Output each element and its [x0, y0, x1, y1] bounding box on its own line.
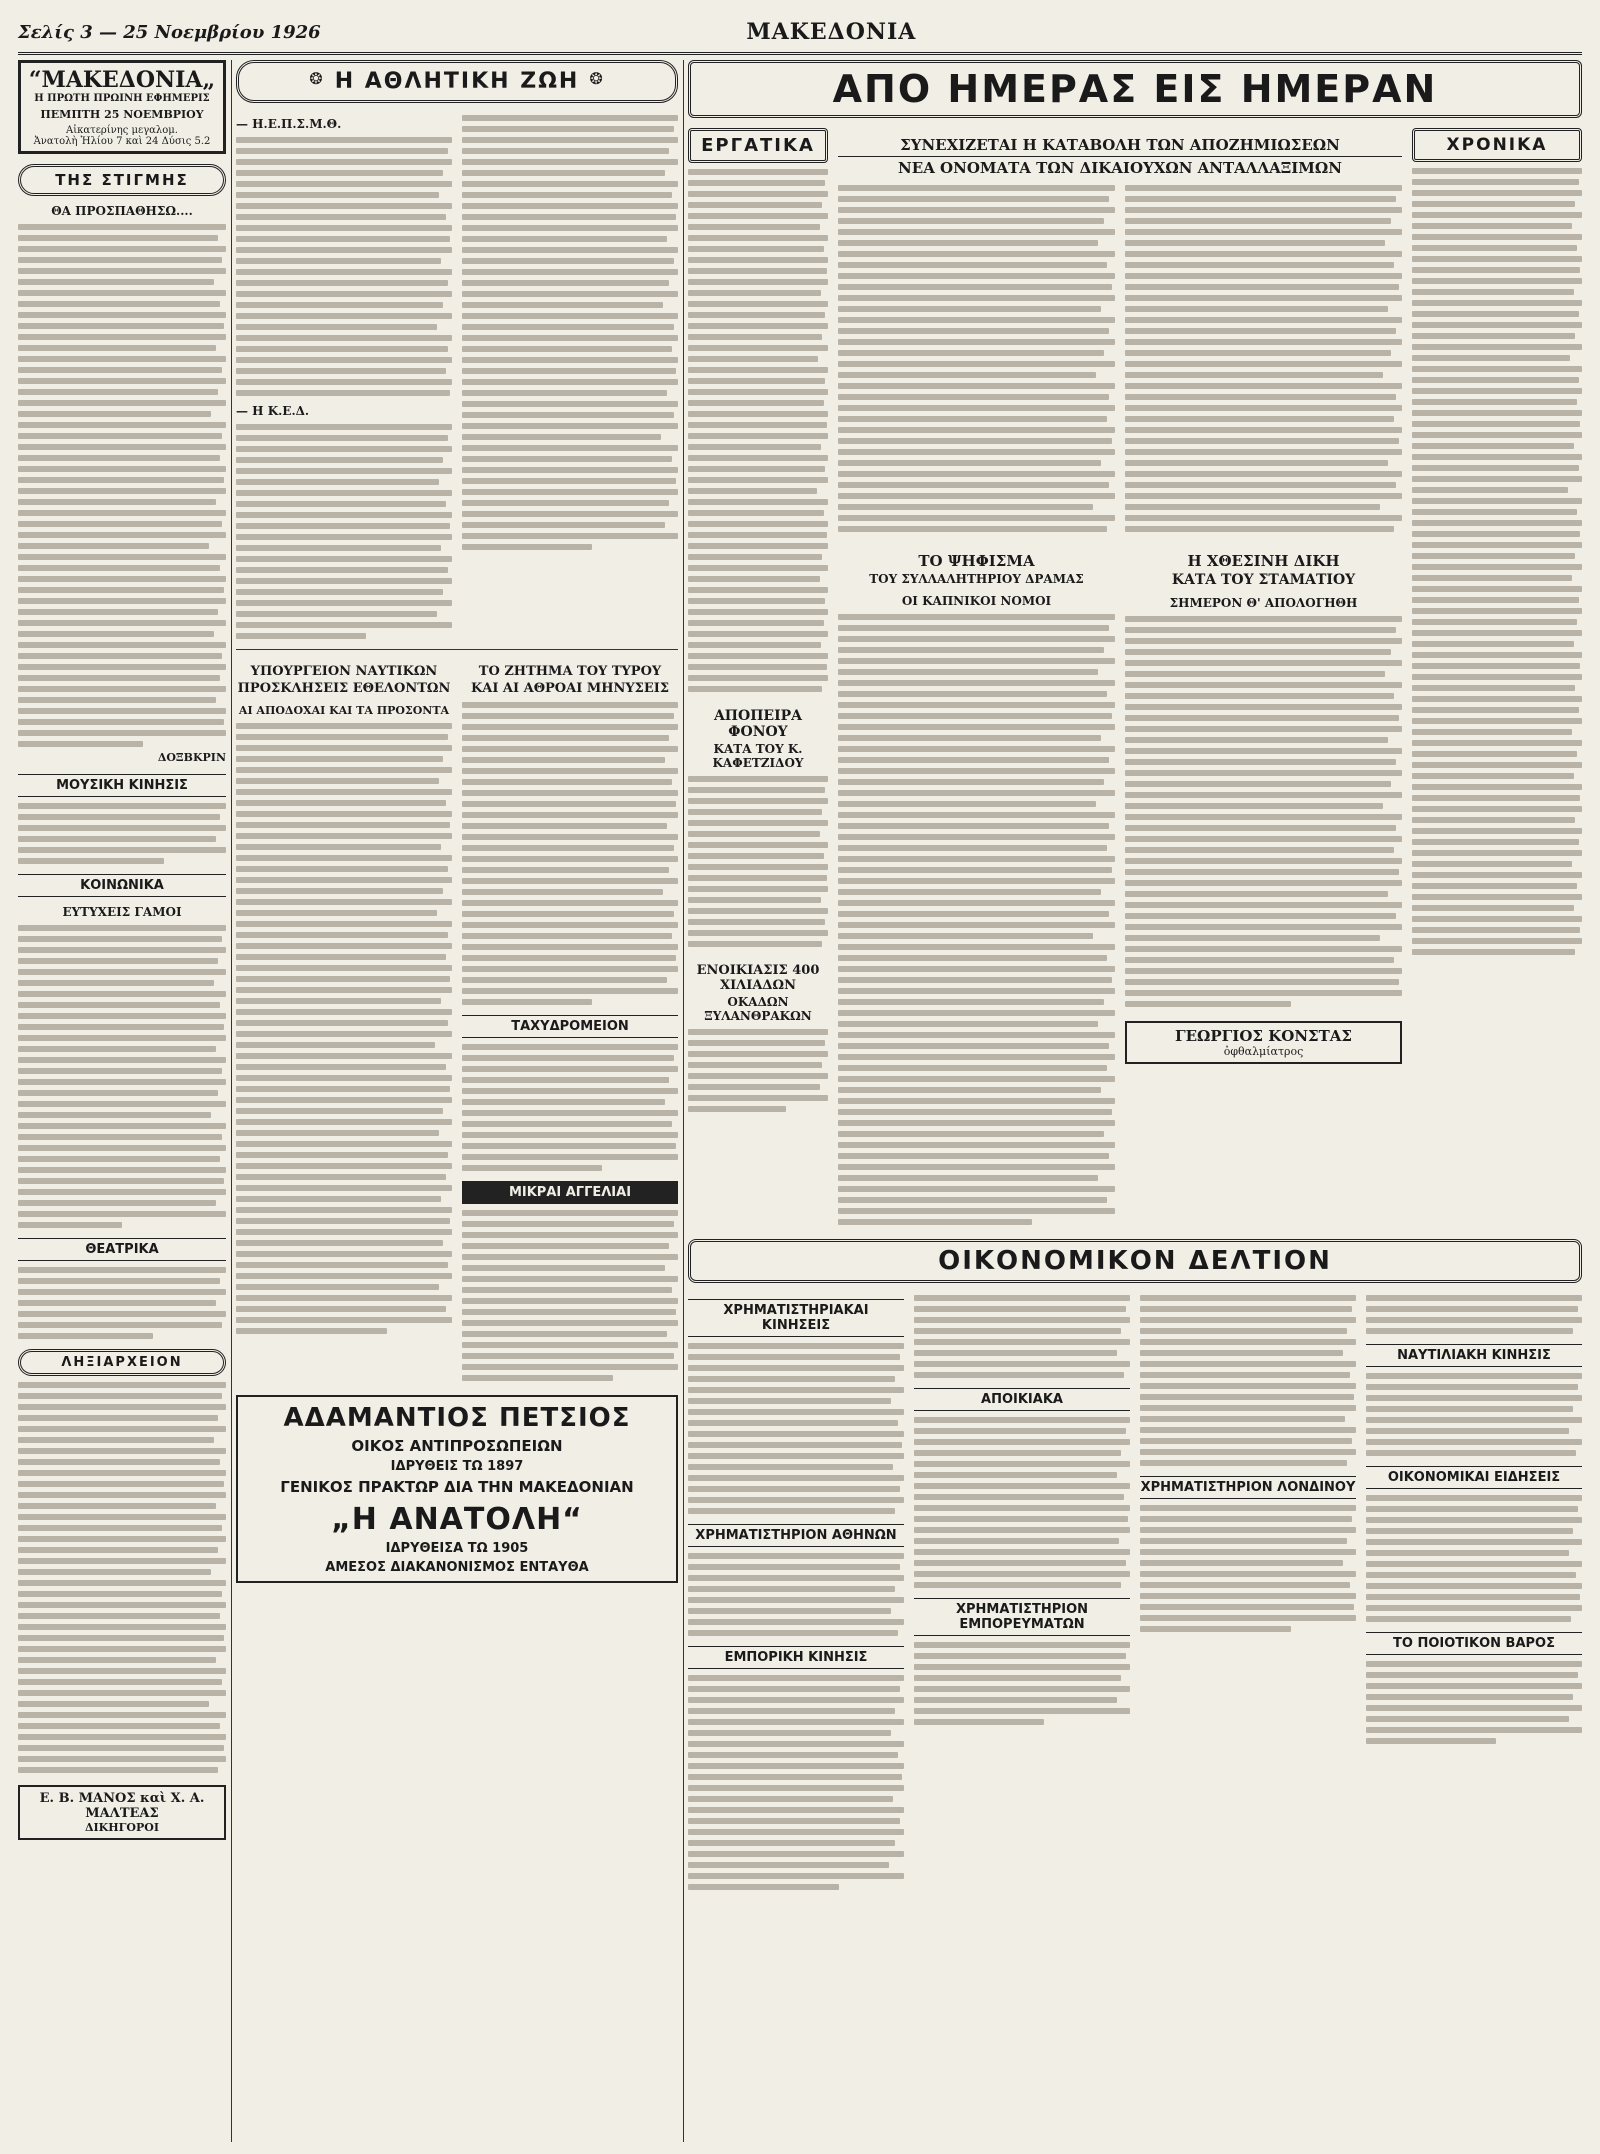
- varos-title: ΤΟ ΠΟΙΟΤΙΚΟΝ ΒΑΡΟΣ: [1366, 1632, 1582, 1655]
- athinon-title: ΧΡΗΜΑΤΙΣΤΗΡΙΟΝ ΑΘΗΝΩΝ: [688, 1524, 904, 1547]
- insurance-ad: [236, 1395, 678, 1583]
- article-text: [1125, 185, 1402, 532]
- apozimiosis-subtitle: ΝΕΑ ΟΝΟΜΑΤΑ ΤΩΝ ΔΙΚΑΙΟΥΧΩΝ ΑΝΤΑΛΛΑΞΙΜΩΝ: [898, 159, 1342, 177]
- column-left: [18, 60, 226, 2142]
- gamoi-title: ΕΥΤΥΧΕΙΣ ΓΑΜΟΙ: [62, 905, 182, 919]
- article-text: [838, 614, 1115, 1225]
- lawyers-ad: [18, 1785, 226, 1840]
- tyros-title: ΤΟ ΖΗΤΗΜΑ ΤΟΥ ΤΥΡΟΥ: [478, 664, 662, 679]
- article-text: [18, 224, 226, 747]
- chronika-title: ΧΡΟΝΙΚΑ: [1412, 128, 1582, 162]
- eidiseis-title: ΟΙΚΟΝΟΜΙΚΑΙ ΕΙΔΗΣΕΙΣ: [1366, 1466, 1582, 1489]
- nautikon-subtitle: ΠΡΟΣΚΛΗΣΕΙΣ ΕΘΕΛΟΝΤΩΝ: [237, 681, 451, 696]
- promo-subtitle: Η ΠΡΩΤΗ ΠΡΩΙΝΗ ΕΦΗΜΕΡΙΣ: [34, 93, 210, 104]
- ad-name: ΑΔΑΜΑΝΤΙΟΣ ΠΕΤΣΙΟΣ: [283, 1403, 631, 1433]
- enoikiaseis-title: ΕΝΟΙΚΙΑΣΙΣ 400 ΧΙΛΙΑΔΩΝ: [696, 963, 820, 993]
- ad-line: ΑΜΕΣΟΣ ΔΙΑΚΑΝΟΝΙΣΜΟΣ ΕΝΤΑΥΘΑ: [325, 1560, 589, 1575]
- article-text: [688, 1343, 904, 1514]
- article-text: [1140, 1295, 1356, 1466]
- emporevmaton-title: ΧΡΗΜΑΤΙΣΤΗΡΙΟΝ ΕΜΠΟΡΕΥΜΑΤΩΝ: [914, 1598, 1130, 1636]
- ornament-icon: ❂: [309, 69, 325, 88]
- promo-sun: Ἀνατολὴ Ἡλίου 7 καὶ 24 Δύσις 5.2: [33, 136, 211, 147]
- ad-line: ΙΔΡΥΘΕΙΣ ΤΩ 1897: [390, 1459, 524, 1474]
- psifisma-subtitle-2: ΟΙ ΚΑΠΝΙΚΟΙ ΝΟΜΟΙ: [901, 594, 1052, 608]
- londinou-title: ΧΡΗΜΑΤΙΣΤΗΡΙΟΝ ΛΟΝΔΙΝΟΥ: [1140, 1476, 1356, 1499]
- article-text: [18, 925, 226, 1228]
- foni-subtitle: ΚΑΤΑ ΤΟΥ Κ. ΚΑΦΕΤΖΙΔΟΥ: [712, 742, 804, 770]
- article-text: [462, 1044, 678, 1171]
- tyros-subtitle: ΚΑΙ ΑΙ ΑΘΡΟΑΙ ΜΗΝΥΣΕΙΣ: [470, 681, 670, 696]
- masthead: [18, 12, 1582, 55]
- article-text: [688, 1675, 904, 1890]
- nautikon-subtitle-2: ΑΙ ΑΠΟΔΟΧΑΙ ΚΑΙ ΤΑ ΠΡΟΣΟΝΤΑ: [238, 704, 450, 717]
- article-text: [914, 1417, 1130, 1588]
- article-text: [914, 1295, 1130, 1378]
- article-text: [1366, 1495, 1582, 1622]
- main-banner: ΑΠΟ ΗΜΕΡΑΣ ΕΙΣ ΗΜΕΡΑΝ: [688, 60, 1582, 118]
- diki-subtitle-2: ΣΗΜΕΡΟΝ Θ' ΑΠΟΛΟΓΗΘΗ: [1169, 596, 1358, 610]
- issue-date: Σελίς 3 — 25 Νοεμβρίου 1926: [18, 21, 321, 43]
- article-text: [688, 1029, 828, 1112]
- oikonomikon-banner: ΟΙΚΟΝΟΜΙΚΟΝ ΔΕΛΤΙΟΝ: [688, 1239, 1582, 1283]
- article-text: [1366, 1373, 1582, 1456]
- article-text: [18, 803, 226, 864]
- article-text: [236, 424, 452, 639]
- article-text: [18, 1267, 226, 1339]
- article-text: [688, 776, 828, 947]
- diki-title: Η ΧΘΕΣΙΝΗ ΔΙΚΗ: [1187, 552, 1340, 570]
- konstas-role: ὀφθαλμίατρος: [1223, 1045, 1304, 1058]
- enoikiaseis-subtitle: ΟΚΑΔΩΝ ΞΥΛΑΝΘΡΑΚΩΝ: [704, 995, 812, 1023]
- konstas-name: ΓΕΩΡΓΙΟΣ ΚΟΝΣΤΑΣ: [1174, 1027, 1353, 1045]
- ad-line: ΙΔΡΥΘΕΙΣΑ ΤΩ 1905: [385, 1541, 529, 1556]
- chrimatistiriakes-title: ΧΡΗΜΑΤΙΣΤΗΡΙΑΚΑΙ ΚΙΝΗΣΕΙΣ: [688, 1299, 904, 1337]
- article-text: [236, 723, 452, 1334]
- promo-title: “ΜΑΚΕΔΟΝΙΑ„: [28, 67, 216, 93]
- article-text: [462, 1210, 678, 1381]
- promo-saint: Αἰκατερίνης μεγαλομ.: [66, 125, 178, 136]
- column-rule: [231, 60, 232, 2142]
- lawyers-title: Ε. Β. ΜΑΝΟΣ καὶ Χ. Α. ΜΑΛΤΕΑΣ: [39, 1791, 205, 1821]
- psifisma-subtitle: ΤΟΥ ΣΥΛΛΑΛΗΤΗΡΙΟΥ ΔΡΑΜΑΣ: [869, 572, 1084, 586]
- ad-line: ΓΕΝΙΚΟΣ ΠΡΑΚΤΩΡ ΔΙΑ ΤΗΝ ΜΑΚΕΔΟΝΙΑΝ: [280, 1478, 634, 1496]
- paper-name: ΜΑΚΕΔΟΝΙΑ: [746, 19, 917, 45]
- apoikiaka-title: ΑΠΟΙΚΙΑΚΑ: [914, 1388, 1130, 1411]
- article-text: [1366, 1295, 1582, 1334]
- article-text: [18, 1382, 226, 1773]
- athletic-title: Η ΑΘΛΗΤΙΚΗ ΖΩΗ: [334, 69, 580, 94]
- ad-line: ΟΙΚΟΣ ΑΝΤΙΠΡΟΣΩΠΕΙΩΝ: [351, 1437, 563, 1455]
- article-text: [1140, 1505, 1356, 1632]
- column-middle: [236, 60, 678, 2142]
- article-text: [1366, 1661, 1582, 1744]
- signature: ΔΟΞΒΚΡΙΝ: [157, 751, 226, 764]
- column-rule: [683, 60, 684, 2142]
- article-text: [914, 1642, 1130, 1725]
- konstas-ad: [1125, 1021, 1402, 1064]
- stigmis-title: ΤΗΣ ΣΤΙΓΜΗΣ: [18, 164, 226, 196]
- apozimiosis-title: ΣΥΝΕΧΙΖΕΤΑΙ Η ΚΑΤΑΒΟΛΗ ΤΩΝ ΑΠΟΖΗΜΙΩΣΕΩΝ: [838, 136, 1402, 157]
- emporiki-title: ΕΜΠΟΡΙΚΗ ΚΙΝΗΣΙΣ: [688, 1646, 904, 1669]
- article-text: [462, 115, 678, 550]
- article-text: [688, 169, 828, 692]
- lawyers-sub: ΔΙΚΗΓΟΡΟΙ: [84, 1821, 160, 1834]
- mousiki-title: ΜΟΥΣΙΚΗ ΚΙΝΗΣΙΣ: [18, 774, 226, 797]
- koinonika-title: ΚΟΙΝΩΝΙΚΑ: [18, 874, 226, 897]
- ad-company: „Η ΑΝΑΤΟΛΗ“: [331, 1502, 583, 1537]
- ergatika-title: ΕΡΓΑΤΙΚΑ: [688, 128, 828, 163]
- article-text: [838, 185, 1115, 532]
- naftiliaki-title: ΝΑΥΤΙΛΙΑΚΗ ΚΙΝΗΣΙΣ: [1366, 1344, 1582, 1367]
- article-text: [462, 702, 678, 1005]
- article-text: [1412, 168, 1582, 955]
- diki-subtitle: ΚΑΤΑ ΤΟΥ ΣΤΑΜΑΤΙΟΥ: [1171, 572, 1356, 588]
- column-right: [688, 60, 1582, 2142]
- lixiarcheion-title: ΛΗΞΙΑΡΧΕΙΟΝ: [18, 1349, 226, 1376]
- article-text: [236, 137, 452, 396]
- promo-box: [18, 60, 226, 154]
- tachydromeion-title: ΤΑΧΥΔΡΟΜΕΙΟΝ: [462, 1015, 678, 1038]
- foni-title: ΑΠΟΠΕΙΡΑ ΦΟΝΟΥ: [713, 708, 803, 740]
- prospatheso-title: ΘΑ ΠΡΟΣΠΑΘΗΣΩ....: [51, 204, 193, 218]
- henpsm-title: — Η.Ε.Π.Σ.Μ.Θ.: [236, 117, 342, 131]
- ornament-icon: ❂: [589, 69, 605, 88]
- article-text: [688, 1553, 904, 1636]
- hked-title: — Η Κ.Ε.Δ.: [236, 404, 310, 418]
- theatrika-title: ΘΕΑΤΡΙΚΑ: [18, 1238, 226, 1261]
- athletic-banner: [236, 60, 678, 103]
- nautikon-title: ΥΠΟΥΡΓΕΙΟΝ ΝΑΥΤΙΚΩΝ: [250, 664, 438, 679]
- psifisma-title: ΤΟ ΨΗΦΙΣΜΑ: [918, 552, 1035, 570]
- article-text: [1125, 616, 1402, 1007]
- mikrai-title: ΜΙΚΡΑΙ ΑΓΓΕΛΙΑΙ: [462, 1181, 678, 1204]
- promo-date: ΠΕΜΠΤΗ 25 ΝΟΕΜΒΡΙΟΥ: [40, 108, 204, 121]
